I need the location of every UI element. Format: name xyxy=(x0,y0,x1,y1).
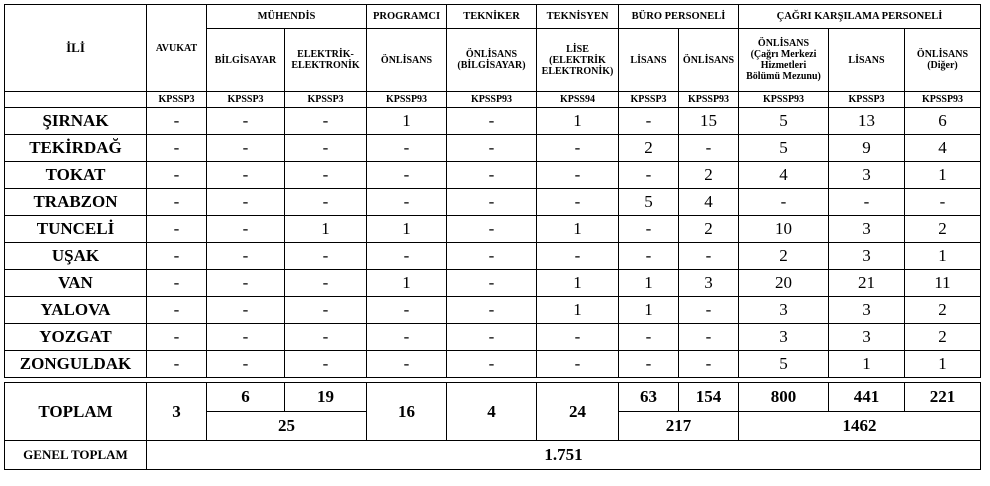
table-cell: - xyxy=(207,135,285,162)
header-row-kpss xyxy=(5,92,981,108)
total-teknisyen: 24 xyxy=(537,383,619,441)
table-cell: - xyxy=(619,351,679,378)
table-cell: 1 xyxy=(829,351,905,378)
table-row xyxy=(5,108,981,135)
totals-row-detail xyxy=(5,383,981,412)
sub-cagri-cm xyxy=(739,29,829,92)
total-cagri-lisans: 441 xyxy=(829,383,905,412)
province-name: YALOVA xyxy=(5,297,147,324)
kpss-code: KPSSP3 xyxy=(147,92,207,108)
sub-header-line: (BİLGİSAYAR) xyxy=(457,60,526,71)
table-cell: 1 xyxy=(367,216,447,243)
table-cell: - xyxy=(619,243,679,270)
header-row-groups xyxy=(5,5,981,29)
table-cell: - xyxy=(447,189,537,216)
table-cell: 3 xyxy=(829,162,905,189)
province-name: UŞAK xyxy=(5,243,147,270)
table-cell: - xyxy=(147,189,207,216)
table-cell: - xyxy=(207,324,285,351)
cagri-header: ÇAĞRI KARŞILAMA PERSONELİ xyxy=(739,5,981,29)
tekniker-header: TEKNİKER xyxy=(447,5,537,29)
table-cell: 3 xyxy=(829,243,905,270)
table-cell: 9 xyxy=(829,135,905,162)
table-cell: 10 xyxy=(739,216,829,243)
table-cell: - xyxy=(285,162,367,189)
personnel-table xyxy=(4,4,981,470)
sub-header-line: ELEKTRONİK) xyxy=(541,65,614,77)
table-cell: 5 xyxy=(619,189,679,216)
table-row xyxy=(5,243,981,270)
sub-header-line: ELEKTRİK- xyxy=(297,49,354,60)
table-cell: - xyxy=(207,297,285,324)
table-cell: - xyxy=(285,189,367,216)
table-cell: - xyxy=(619,108,679,135)
table-cell: - xyxy=(147,135,207,162)
sub-header-line: LİSANS xyxy=(630,54,667,66)
table-cell: - xyxy=(537,351,619,378)
table-cell: 3 xyxy=(739,297,829,324)
table-cell: - xyxy=(285,270,367,297)
table-cell: 4 xyxy=(679,189,739,216)
table-cell: - xyxy=(367,162,447,189)
table-row xyxy=(5,189,981,216)
province-name: TEKİRDAĞ xyxy=(5,135,147,162)
table-cell: - xyxy=(367,243,447,270)
table-cell: - xyxy=(147,270,207,297)
teknisyen-header: TEKNİSYEN xyxy=(537,5,619,29)
kpss-code: KPSS94 xyxy=(537,92,619,108)
kpss-code: KPSSP93 xyxy=(679,92,739,108)
ili-header: İLİ xyxy=(5,5,147,92)
kpss-code: KPSSP3 xyxy=(619,92,679,108)
sub-header-line: ÖNLİSANS xyxy=(682,54,735,66)
sub-cagri-diger xyxy=(905,29,981,92)
table-cell: - xyxy=(619,162,679,189)
total-tekniker: 4 xyxy=(447,383,537,441)
table-cell: 1 xyxy=(905,162,981,189)
table-cell: 2 xyxy=(739,243,829,270)
sub-programci-onlisans xyxy=(367,29,447,92)
table-row xyxy=(5,135,981,162)
table-cell: 1 xyxy=(537,108,619,135)
total-buro: 217 xyxy=(619,412,739,441)
table-cell: - xyxy=(147,216,207,243)
data-body xyxy=(5,108,981,378)
total-muh-elektrik: 19 xyxy=(285,383,367,412)
province-name: TUNCELİ xyxy=(5,216,147,243)
table-cell: - xyxy=(537,189,619,216)
sub-header-line: (Diğer) xyxy=(927,60,958,71)
table-cell: - xyxy=(447,108,537,135)
table-cell: - xyxy=(447,162,537,189)
sub-teknisyen-lise xyxy=(537,29,619,92)
province-name: ZONGULDAK xyxy=(5,351,147,378)
table-cell: - xyxy=(679,324,739,351)
table-cell: 1 xyxy=(537,297,619,324)
table-cell: - xyxy=(147,243,207,270)
sub-header-line: (ELEKTRİK xyxy=(549,54,606,66)
table-cell: 20 xyxy=(739,270,829,297)
table-cell: 2 xyxy=(619,135,679,162)
table-cell: 6 xyxy=(905,108,981,135)
table-cell: 2 xyxy=(905,324,981,351)
table-cell: 1 xyxy=(619,297,679,324)
kpss-code: KPSSP93 xyxy=(905,92,981,108)
kpss-code: KPSSP93 xyxy=(367,92,447,108)
kpss-code: KPSSP3 xyxy=(285,92,367,108)
table-cell: 3 xyxy=(829,297,905,324)
table-cell: - xyxy=(367,297,447,324)
total-buro-lisans: 63 xyxy=(619,383,679,412)
table-cell: - xyxy=(285,243,367,270)
total-cagri-cm: 800 xyxy=(739,383,829,412)
table-cell: - xyxy=(285,351,367,378)
total-cagri: 1462 xyxy=(739,412,981,441)
table-cell: 3 xyxy=(679,270,739,297)
table-cell: 4 xyxy=(739,162,829,189)
table-cell: - xyxy=(147,297,207,324)
table-cell: - xyxy=(537,135,619,162)
table-cell: 1 xyxy=(285,216,367,243)
total-avukat: 3 xyxy=(147,383,207,441)
table-cell: 1 xyxy=(905,351,981,378)
table-cell: - xyxy=(447,135,537,162)
toplam-label: TOPLAM xyxy=(5,383,147,441)
total-programci: 16 xyxy=(367,383,447,441)
sub-header-line: Hizmetleri xyxy=(760,60,807,71)
table-cell: - xyxy=(147,324,207,351)
province-name: TOKAT xyxy=(5,162,147,189)
table-cell: 4 xyxy=(905,135,981,162)
sub-header-line: LİSANS xyxy=(848,54,885,66)
table-cell: 1 xyxy=(537,270,619,297)
table-cell: - xyxy=(679,243,739,270)
table-cell: - xyxy=(537,243,619,270)
sub-header-line: ELEKTRONİK xyxy=(291,60,360,71)
table-cell: 21 xyxy=(829,270,905,297)
table-cell: - xyxy=(537,162,619,189)
kpss-code: KPSSP3 xyxy=(829,92,905,108)
province-name: YOZGAT xyxy=(5,324,147,351)
sub-tekniker-onlisans xyxy=(447,29,537,92)
table-cell: - xyxy=(207,108,285,135)
sub-muh-elektrik xyxy=(285,29,367,92)
table-cell: 13 xyxy=(829,108,905,135)
kpss-code: KPSSP93 xyxy=(447,92,537,108)
table-cell: 3 xyxy=(829,324,905,351)
table-cell: - xyxy=(285,324,367,351)
table-cell: - xyxy=(207,189,285,216)
table-cell: - xyxy=(447,351,537,378)
table-cell: - xyxy=(285,108,367,135)
table-cell: - xyxy=(285,135,367,162)
table-cell: 11 xyxy=(905,270,981,297)
total-muhendis: 25 xyxy=(207,412,367,441)
sub-header-line: BİLGİSAYAR xyxy=(214,54,277,66)
table-cell: - xyxy=(679,135,739,162)
table-cell: - xyxy=(207,162,285,189)
genel-toplam-label: GENEL TOPLAM xyxy=(5,441,147,470)
table-cell: - xyxy=(367,189,447,216)
sub-header-line: (Çağrı Merkezi xyxy=(750,49,817,60)
table-cell: 5 xyxy=(739,351,829,378)
table-cell: - xyxy=(679,351,739,378)
province-name: VAN xyxy=(5,270,147,297)
table-row xyxy=(5,162,981,189)
table-cell: - xyxy=(447,324,537,351)
table-cell: - xyxy=(447,216,537,243)
table-cell: - xyxy=(447,243,537,270)
table-cell: - xyxy=(207,243,285,270)
table-cell: - xyxy=(619,216,679,243)
table-cell: - xyxy=(739,189,829,216)
table-row xyxy=(5,216,981,243)
table-row xyxy=(5,297,981,324)
table-cell: - xyxy=(905,189,981,216)
kpss-code: KPSSP3 xyxy=(207,92,285,108)
table-cell: 5 xyxy=(739,135,829,162)
kpss-spacer xyxy=(5,92,147,108)
table-cell: - xyxy=(447,270,537,297)
sub-muh-bilgisayar xyxy=(207,29,285,92)
table-cell: - xyxy=(367,324,447,351)
sub-cagri-lisans xyxy=(829,29,905,92)
province-name: TRABZON xyxy=(5,189,147,216)
table-cell: 1 xyxy=(619,270,679,297)
table-cell: - xyxy=(285,297,367,324)
total-buro-onlisans: 154 xyxy=(679,383,739,412)
total-muh-bilgisayar: 6 xyxy=(207,383,285,412)
avukat-header: AVUKAT xyxy=(147,5,207,92)
table-cell: 1 xyxy=(537,216,619,243)
table-cell: - xyxy=(619,324,679,351)
table-cell: - xyxy=(207,351,285,378)
table-cell: 2 xyxy=(905,297,981,324)
table-cell: - xyxy=(207,216,285,243)
table-row xyxy=(5,351,981,378)
sub-header-line: Bölümü Mezunu) xyxy=(746,71,821,82)
sub-header-line: ÖNLİSANS xyxy=(916,49,969,60)
table-cell: - xyxy=(537,324,619,351)
table-cell: 1 xyxy=(367,270,447,297)
sub-header-line: ÖNLİSANS xyxy=(465,49,518,60)
table-cell: 1 xyxy=(367,108,447,135)
province-name: ŞIRNAK xyxy=(5,108,147,135)
table-cell: 15 xyxy=(679,108,739,135)
sub-buro-lisans xyxy=(619,29,679,92)
sub-header-line: ÖNLİSANS xyxy=(380,54,433,66)
table-cell: 2 xyxy=(679,162,739,189)
sub-header-line: LİSE xyxy=(566,43,589,55)
table-cell: - xyxy=(147,162,207,189)
total-cagri-diger: 221 xyxy=(905,383,981,412)
sub-buro-onlisans xyxy=(679,29,739,92)
table-cell: - xyxy=(147,351,207,378)
genel-toplam-value: 1.751 xyxy=(147,441,981,470)
table-cell: - xyxy=(367,135,447,162)
muhendis-header: MÜHENDİS xyxy=(207,5,367,29)
table-cell: - xyxy=(207,270,285,297)
table-cell: - xyxy=(679,297,739,324)
programci-header: PROGRAMCI xyxy=(367,5,447,29)
sub-header-line: ÖNLİSANS xyxy=(757,38,810,49)
grand-total-row xyxy=(5,441,981,470)
table-cell: 3 xyxy=(739,324,829,351)
table-row xyxy=(5,324,981,351)
table-cell: - xyxy=(367,351,447,378)
table-cell: 1 xyxy=(905,243,981,270)
table-row xyxy=(5,270,981,297)
table-cell: 3 xyxy=(829,216,905,243)
kpss-code: KPSSP93 xyxy=(739,92,829,108)
buro-header: BÜRO PERSONELİ xyxy=(619,5,739,29)
table-cell: 2 xyxy=(679,216,739,243)
table-cell: 5 xyxy=(739,108,829,135)
table-cell: 2 xyxy=(905,216,981,243)
table-cell: - xyxy=(447,297,537,324)
table-cell: - xyxy=(829,189,905,216)
table-cell: - xyxy=(147,108,207,135)
